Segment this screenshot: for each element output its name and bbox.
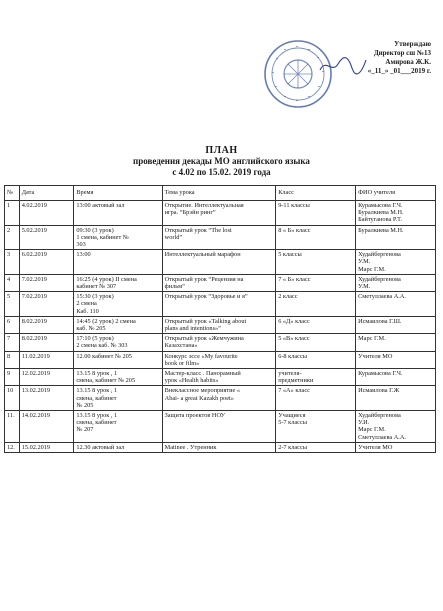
cell-line: 12.00 кабинет № 205 — [76, 352, 132, 360]
cell-line: 6 «Д» класс — [278, 317, 310, 325]
cell-line: 12.30 актовый зал — [76, 443, 125, 451]
cell-line: plans and intentions»” — [164, 325, 221, 333]
row-time-cell — [74, 225, 162, 250]
row-class-cell — [276, 442, 356, 452]
row-date-cell: 15.02.2019 — [19, 442, 74, 452]
document-subtitle: проведения декады МО английского языка — [133, 156, 310, 166]
cell-line: 9-11 классы — [278, 202, 310, 209]
cell-line: Открытый урок «Жемчужина — [164, 335, 244, 343]
cell-line: Учащиеся — [278, 412, 306, 420]
cell-line: Учителя МО — [358, 352, 393, 360]
row-number-cell: 7 — [5, 334, 20, 351]
row-time-cell — [74, 316, 162, 333]
table-body — [5, 201, 436, 453]
cell-line: 7 « Б» класс — [278, 275, 311, 283]
cell-line: Курамысова Г.Ч. — [358, 202, 403, 209]
cell-line: 2-7 классы — [278, 443, 307, 451]
cell-line: Буралкиева М.Н. — [358, 209, 404, 217]
cell-line: У.М. — [358, 283, 371, 291]
row-teacher-cell — [356, 369, 436, 386]
cell-line: Учителя МО — [358, 443, 393, 451]
row-number-cell: 1 — [5, 201, 20, 226]
row-topic-cell — [162, 201, 276, 226]
cell-line: Казахстана» — [164, 342, 198, 350]
row-time-cell — [74, 351, 162, 368]
row-topic-cell — [162, 351, 276, 368]
cell-line: Исмаилова Г.Ж — [358, 387, 400, 395]
row-topic-cell — [162, 334, 276, 351]
table-row — [5, 274, 436, 291]
cell-line: book or film» — [164, 359, 200, 367]
row-topic-cell — [162, 225, 276, 250]
row-date-cell: 6.02.2019 — [19, 250, 74, 275]
cell-line: 2 класс — [278, 293, 298, 301]
cell-line: Худайбергенова — [358, 275, 401, 283]
row-class-cell — [276, 201, 356, 226]
cell-line: Открытый урок “Здоровье и я” — [164, 293, 248, 301]
row-number-cell: 8 — [5, 351, 20, 368]
cell-line: 6-8 классы — [278, 352, 307, 360]
cell-line: 14:45 (2 урок) 2 смена — [76, 317, 136, 325]
cell-line: Буралкиева М.Н. — [358, 226, 404, 234]
row-class-cell — [276, 369, 356, 386]
cell-line: Худайбергенова — [358, 251, 401, 259]
row-time-cell — [74, 201, 162, 226]
cell-line: Внеклассное мероприятие « — [164, 387, 241, 395]
document-heading — [0, 145, 443, 178]
cell-line: Открытый урок “Рецензия на — [164, 275, 244, 283]
row-topic-cell — [162, 411, 276, 443]
row-teacher-cell — [356, 334, 436, 351]
cell-line: 13:00 актовый зал — [76, 202, 125, 209]
header-topic: Тема урока — [162, 186, 276, 201]
header-number: № — [5, 186, 20, 201]
header-teacher: ФИО учителя — [356, 186, 436, 201]
table-row — [5, 369, 436, 386]
row-date-cell: 7.02.2019 — [19, 292, 74, 317]
row-date-cell: 5.02.2019 — [19, 225, 74, 250]
row-time-cell — [74, 334, 162, 351]
row-teacher-cell — [356, 250, 436, 275]
row-class-cell — [276, 411, 356, 443]
cell-line: 303 — [76, 241, 86, 249]
cell-line: Марс Г.М. — [358, 426, 386, 434]
row-teacher-cell — [356, 316, 436, 333]
table-row — [5, 292, 436, 317]
header-date: Дата — [19, 186, 74, 201]
header-class: Класс — [276, 186, 356, 201]
row-time-cell — [74, 386, 162, 411]
row-number-cell: 12. — [5, 442, 20, 452]
cell-line: 13:00 — [76, 251, 91, 259]
row-number-cell: 3 — [5, 250, 20, 275]
cell-line: предметники — [278, 377, 314, 385]
approval-block — [368, 40, 431, 76]
cell-line: У.И. — [358, 419, 370, 427]
cell-line: Худайбергенова — [358, 412, 401, 420]
row-number-cell: 4 — [5, 274, 20, 291]
cell-line: смена, кабинет — [76, 394, 117, 402]
row-class-cell — [276, 274, 356, 291]
row-teacher-cell — [356, 351, 436, 368]
cell-line: 5-7 классы — [278, 419, 307, 427]
cell-line: Защита проектов НОУ — [164, 412, 226, 420]
cell-line: 13.15 8 урок , 1 — [76, 387, 118, 395]
cell-line: Сметуллаева А.А. — [358, 433, 406, 441]
table-row — [5, 351, 436, 368]
table-row — [5, 316, 436, 333]
row-teacher-cell — [356, 411, 436, 443]
approval-title: Утверждаю — [394, 40, 431, 48]
cell-line: Курамысова Г.Ч. — [358, 370, 403, 378]
cell-line: смена, кабинет № 205 — [76, 377, 136, 385]
row-date-cell: 11.02.2019 — [19, 351, 74, 368]
cell-line: 2 смена — [76, 300, 97, 308]
row-time-cell — [74, 250, 162, 275]
cell-line: Открытый урок «Talking about — [164, 317, 247, 325]
row-topic-cell — [162, 316, 276, 333]
row-number-cell: 2 — [5, 225, 20, 250]
row-teacher-cell — [356, 274, 436, 291]
cell-line: кабинет № 307 — [76, 283, 117, 291]
row-time-cell — [74, 292, 162, 317]
cell-line: фильм” — [164, 283, 185, 291]
cell-line: 15:30 (3 урок) — [76, 293, 114, 301]
signature-icon — [318, 54, 368, 76]
cell-line: Байтуганова Р.Т. — [358, 216, 402, 224]
row-teacher-cell — [356, 225, 436, 250]
row-class-cell — [276, 386, 356, 411]
row-number-cell: 9 — [5, 369, 20, 386]
row-time-cell — [74, 442, 162, 452]
row-number-cell: 5 — [5, 292, 20, 317]
table-row — [5, 225, 436, 250]
cell-line: игра. “Брэйн ринг” — [164, 209, 216, 217]
table-row — [5, 201, 436, 226]
cell-line: Мастер-класс . Панорамный — [164, 370, 241, 378]
cell-line: урок «Health habits» — [164, 377, 219, 385]
row-topic-cell — [162, 442, 276, 452]
row-date-cell: 8.02.2019 — [19, 334, 74, 351]
cell-line: № 207 — [76, 426, 94, 434]
cell-line: world” — [164, 233, 183, 241]
row-date-cell: 8.02.2019 — [19, 316, 74, 333]
table-row — [5, 334, 436, 351]
cell-line: 13.15 8 урок , 1 — [76, 412, 118, 420]
cell-line: каб. № 205 — [76, 325, 106, 333]
cell-line: № 205 — [76, 401, 94, 409]
header-time: Время — [74, 186, 162, 201]
cell-line: 5 классы — [278, 251, 302, 259]
approval-director: Директор сш №13 — [373, 49, 431, 57]
cell-line: Интеллектуальный марафон — [164, 251, 241, 259]
table-row — [5, 386, 436, 411]
cell-line: Matinee . Утренник — [164, 443, 217, 451]
cell-line: Исмаилова Г.Ш. — [358, 317, 402, 325]
row-number-cell: 6 — [5, 316, 20, 333]
table-header-row — [5, 186, 436, 201]
cell-line: 1 смена, кабинет № — [76, 233, 129, 241]
row-topic-cell — [162, 274, 276, 291]
cell-line: Сметуллаева А.А. — [358, 293, 406, 301]
document-dates: с 4.02 по 15.02. 2019 года — [172, 167, 271, 177]
cell-line: 2 смена каб. № 303 — [76, 342, 128, 350]
row-date-cell: 4.02.2019 — [19, 201, 74, 226]
cell-line: Марс Г.М. — [358, 265, 386, 273]
row-time-cell — [74, 369, 162, 386]
cell-line: 16:25 (4 урок) II смена — [76, 275, 137, 283]
schedule-table — [4, 185, 436, 453]
cell-line: Открытие. Интеллектуальная — [164, 202, 244, 209]
cell-line: учителя- — [278, 370, 302, 378]
row-topic-cell — [162, 386, 276, 411]
row-teacher-cell — [356, 386, 436, 411]
table-row — [5, 442, 436, 452]
cell-line: 13.15 8 урок , 1 — [76, 370, 118, 378]
row-class-cell — [276, 250, 356, 275]
row-date-cell: 14.02.2019 — [19, 411, 74, 443]
row-time-cell — [74, 411, 162, 443]
row-number-cell: 10 — [5, 386, 20, 411]
row-teacher-cell — [356, 201, 436, 226]
row-class-cell — [276, 351, 356, 368]
document-title: ПЛАН — [205, 145, 238, 156]
cell-line: смена, кабинет — [76, 419, 117, 427]
row-topic-cell — [162, 250, 276, 275]
cell-line: 09:30 (3 урок) — [76, 226, 114, 234]
row-number-cell: 11. — [5, 411, 20, 443]
cell-line: 8 « Б» класс — [278, 226, 311, 234]
row-class-cell — [276, 225, 356, 250]
row-topic-cell — [162, 369, 276, 386]
table-row — [5, 250, 436, 275]
cell-line: Каб. 110 — [76, 307, 99, 315]
cell-line: 17:10 (5 урок) — [76, 335, 114, 343]
row-time-cell — [74, 274, 162, 291]
cell-line: 7 «А» класс — [278, 387, 310, 395]
cell-line: У.М. — [358, 258, 371, 266]
row-teacher-cell — [356, 442, 436, 452]
cell-line: Марс Г.М. — [358, 335, 386, 343]
row-topic-cell — [162, 292, 276, 317]
row-date-cell: 13.02.2019 — [19, 386, 74, 411]
approval-date: «_11_» _01___2019 г. — [367, 67, 431, 75]
row-class-cell — [276, 292, 356, 317]
cell-line: Открытый урок “The lost — [164, 226, 232, 234]
table-row — [5, 411, 436, 443]
approval-name: Амирова Ж.К. — [385, 58, 431, 66]
row-class-cell — [276, 316, 356, 333]
row-date-cell: 7.02.2019 — [19, 274, 74, 291]
row-teacher-cell — [356, 292, 436, 317]
row-date-cell: 12.02.2019 — [19, 369, 74, 386]
cell-line: Abai- a great Kazakh poet» — [164, 394, 234, 402]
row-class-cell — [276, 334, 356, 351]
cell-line: Конкурс эссе «My favourite — [164, 352, 238, 360]
cell-line: 5 «В» класс — [278, 335, 310, 343]
